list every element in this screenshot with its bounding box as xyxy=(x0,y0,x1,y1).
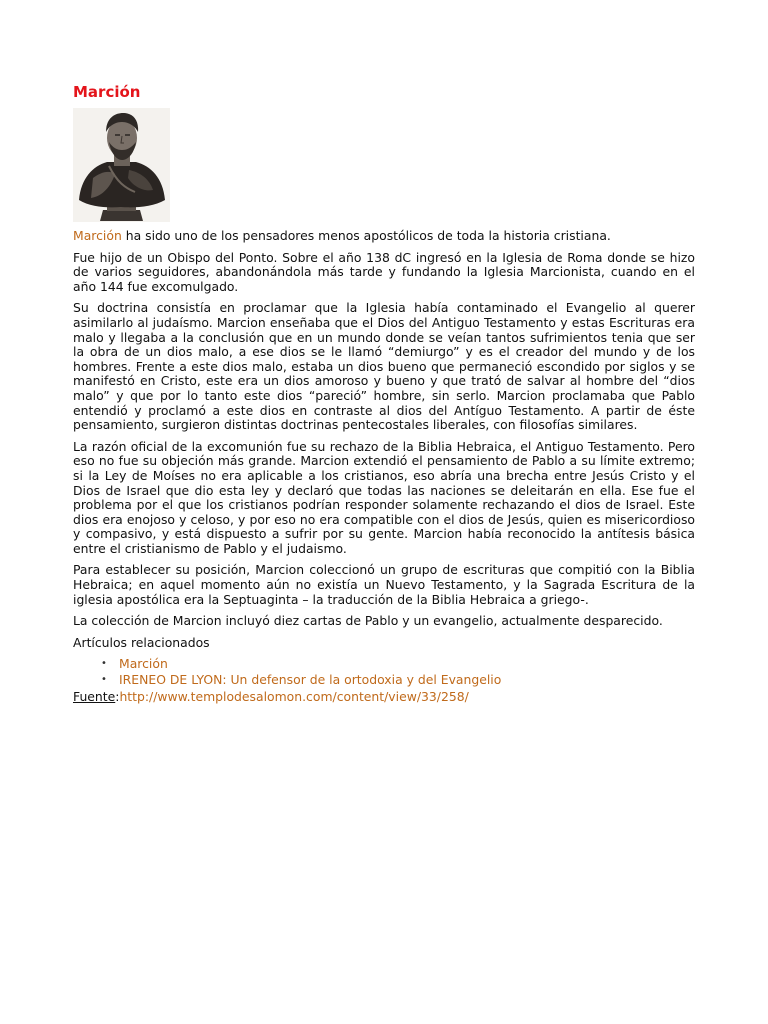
paragraph-excommunication: La razón oficial de la excomunión fue su rechazo de la Biblia Hebraica, el Antiguo Testamento. Pero eso no fue su objeción más grande. Marcion extendió el pensamiento de Pablo a su límite extremo; si la Ley de Moíses no era aplicable a los cristianos, eso abría una brecha entre Jesús Cristo y el Dios de Israel que dio esta ley y declaró que todas las naciones se deleitarán en ella. Ese fue el problema por el que los cristianos podrían responder solamente rechazando el dios de Israel. Este dios era enojoso y celoso, y por eso no era compatible con el dios de Jesús, quien es misericordioso y compasivo, y está dispuesto a sufrir por su gente. Marcion había reconocido la antítesis básica entre el cristianismo de Pablo y el judaismo. xyxy=(73,438,695,556)
list-item xyxy=(97,673,695,688)
intro-paragraph xyxy=(73,229,695,244)
bullet-icon: • xyxy=(101,658,107,670)
source-separator: : xyxy=(115,688,120,704)
article-body xyxy=(73,229,695,711)
page-title: Marción xyxy=(73,83,141,101)
paragraph-collection: La colección de Marcion incluyó diez cartas de Pablo y un evangelio, actualmente desparecido. xyxy=(73,613,663,629)
related-link-marcion[interactable]: Marción xyxy=(119,656,168,672)
paragraph-scriptures: Para establecer su posición, Marcion coleccionó un grupo de escrituras que compitió con la Biblia Hebraica; en aquel momento aún no existía un Nuevo Testamento, y la Sagrada Escritura de la iglesia apostólica era la Septuaginta – la traducción de la Biblia Hebraica a griego-. xyxy=(73,562,695,607)
source-label: Fuente xyxy=(73,688,116,704)
paragraph-doctrine: Su doctrina consistía en proclamar que la Iglesia había contaminado el Evangelio al querer asimilarlo al judaísmo. Marcion enseñaba que el Dios del Antiguo Testamento y estas Escrituras era malo y llegaba a la conclusión que en un mundo donde se veían tantos sufrimientos tenia que ser la obra de un dios malo, a ese dios se le llamó “demiurgo” y es el creador del mundo y de los hombres. Frente a este dios malo, estaba un dios bueno que permaneció escondido por siglos y se manifestó en Cristo, este era un dios amoroso y bueno y que trató de salvar al hombre del “dios malo” y que por lo tanto este dios “pareció” hombre, sin serlo. Marcion proclamaba que Pablo entendió y proclamó a este dios en contraste al dios del Antíguo Testamento. A partir de éste pensamiento, surgieron distintas doctrinas pentecostales liberales, con filosofías similares. xyxy=(73,300,695,433)
related-link-ireneo[interactable]: IRENEO DE LYON: Un defensor de la ortodoxia y del Evangelio xyxy=(119,672,502,688)
paragraph-origin: Fue hijo de un Obispo del Ponto. Sobre el año 138 dC ingresó en la Iglesia de Roma donde se hizo de varios seguidores, abandonándola más tarde y fundando la Iglesia Marcionista, cuando en el año 144 fue excomulgado. xyxy=(73,249,695,294)
marcion-link[interactable]: Marción xyxy=(73,228,122,243)
related-heading: Artículos relacionados xyxy=(73,634,210,650)
source-url-link[interactable]: http://www.templodesalomon.com/content/view/33/258/ xyxy=(119,688,469,704)
intro-text: ha sido uno de los pensadores menos apostólicos de toda la historia cristiana. xyxy=(121,228,611,243)
source-line xyxy=(73,690,695,705)
related-articles-list xyxy=(73,657,695,687)
marcion-bust-image xyxy=(73,108,170,222)
list-item xyxy=(97,657,695,672)
bullet-icon: • xyxy=(101,674,107,686)
